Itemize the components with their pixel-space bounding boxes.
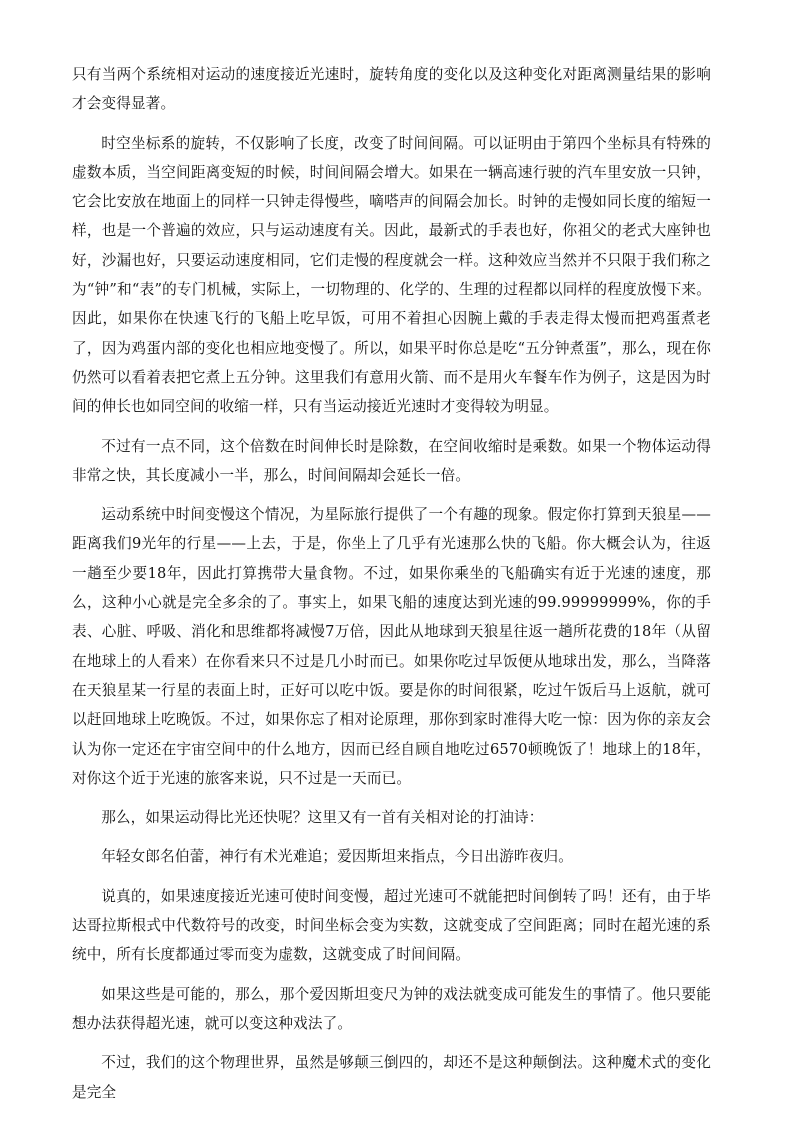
paragraph-6: 说真的，如果速度接近光速可使时间变慢，超过光速可不就能把时间倒转了吗！还有，由于毕达哥拉斯根式中代数符号的改变，时间坐标会变为实数，这就变成了空间距离；同时在超光速的系统中，所有长度都通过零而变为虚数，这就变成了时间间隔。	[72, 887, 711, 964]
paragraph-5: 那么，如果运动得比光还快呢？这里又有一首有关相对论的打油诗：	[101, 809, 544, 827]
paragraph-8: 不过，我们的这个物理世界，虽然是够颠三倒四的，却还不是这种颠倒法。这种魔术式的变化是完全	[72, 1054, 711, 1101]
paragraph-1: 只有当两个系统相对运动的速度接近光速时，旋转角度的变化以及这种变化对距离测量结果的影响才会变得显著。	[72, 66, 711, 113]
paragraph-4: 运动系统中时间变慢这个情况，为星际旅行提供了一个有趣的现象。假定你打算到天狼星——距离我们9光年的行星——上去，于是，你坐上了几乎有光速那么快的飞船。你大概会认为，往返一趟至少要18年，因此打算携带大量食物。不过，如果你乘坐的飞船确实有近于光速的速度，那么，这种小心就是完全多余的了。事实上，如果飞船的速度达到光速的99.99999999%，你的手表、心脏、呼吸、消化和思维都将减慢7万倍，因此从地球到天狼星往返一趟所花费的18年（从留在地球上的人看来）在你看来只不过是几小时而已。如果你吃过早饭便从地球出发，那么，当降落在天狼星某一行星的表面上时，正好可以吃中饭。要是你的时间很紧，吃过午饭后马上返航，就可以赶回地球上吃晚饭。不过，如果你忘了相对论原理，那你到家时准得大吃一惊：因为你的亲友会认为你一定还在宇宙空间中的什么地方，因而已经自顾自地吃过6570顿晚饭了！地球上的18年，对你这个近于光速的旅客来说，只不过是一天而已。	[72, 506, 711, 787]
paragraph-7: 如果这些是可能的，那么，那个爱因斯坦变尺为钟的戏法就变成可能发生的事情了。他只要能想办法获得超光速，就可以变这种戏法了。	[72, 985, 711, 1032]
poem-line: 年轻女郎名伯蕾，神行有术光难追；爱因斯坦来指点，今日出游昨夜归。	[101, 848, 573, 866]
paragraph-2: 时空坐标系的旋转，不仅影响了长度，改变了时间间隔。可以证明由于第四个坐标具有特殊的虚数本质，当空间距离变短的时候，时间间隔会增大。如果在一辆高速行驶的汽车里安放一只钟，它会比安放在地面上的同样一只钟走得慢些，嘀嗒声的间隔会加长。时钟的走慢如同长度的缩短一样，也是一个普遍的效应，只与运动速度有关。因此，最新式的手表也好，你祖父的老式大座钟也好，沙漏也好，只要运动速度相同，它们走慢的程度就会一样。这种效应当然并不只限于我们称之为“钟”和“表”的专门机械，实际上，一切物理的、化学的、生理的过程都以同样的程度放慢下来。因此，如果你在快速飞行的飞船上吃早饭，可用不着担心因腕上戴的手表走得太慢而把鸡蛋煮老了，因为鸡蛋内部的变化也相应地变慢了。所以，如果平时你总是吃“五分钟煮蛋”，那么，现在你仍然可以看着表把它煮上五分钟。这里我们有意用火箭、而不是用火车餐车作为例子，这是因为时间的伸长也如同空间的收缩一样，只有当运动接近光速时才变得较为明显。	[72, 134, 711, 416]
paragraph-3: 不过有一点不同，这个倍数在时间伸长时是除数，在空间收缩时是乘数。如果一个物体运动得非常之快，其长度减小一半，那么，时间间隔却会延长一倍。	[72, 437, 711, 484]
